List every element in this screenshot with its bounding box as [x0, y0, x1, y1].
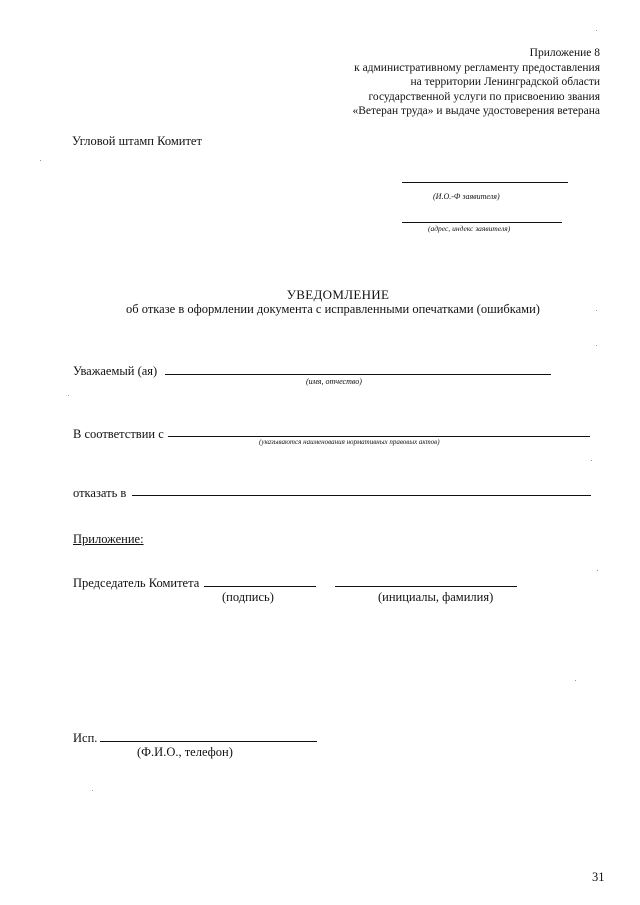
- accordance-label: В соответствии с: [73, 427, 164, 441]
- scan-speck: [596, 30, 597, 31]
- executor-caption: (Ф.И.О., телефон): [137, 745, 233, 759]
- chairman-signature-line: [204, 586, 316, 587]
- appendix-line-5: «Ветеран труда» и выдаче удостоверения ветерана: [352, 105, 600, 117]
- corner-stamp-label: Угловой штамп Комитет: [72, 134, 202, 148]
- scan-speck: [596, 345, 597, 346]
- scan-speck: [575, 680, 576, 681]
- signature-caption: (подпись): [222, 590, 274, 604]
- applicant-address-caption: (адрес, индекс заявителя): [428, 224, 511, 233]
- salutation-line: [165, 374, 551, 375]
- scan-speck: [40, 160, 41, 161]
- scan-speck: [92, 790, 93, 791]
- attachment-label: Приложение:: [73, 532, 144, 546]
- scan-speck: [68, 395, 69, 396]
- chairman-initials-line: [335, 586, 517, 587]
- salutation-caption: (имя, отчество): [306, 377, 362, 386]
- initials-caption: (инициалы, фамилия): [378, 590, 494, 604]
- accordance-caption: (указываются наименования нормативных правовых актов): [259, 438, 440, 446]
- applicant-address-line: [402, 222, 562, 223]
- accordance-line: [168, 436, 590, 437]
- chairman-label: Председатель Комитета: [73, 576, 200, 590]
- appendix-header: [353, 46, 601, 119]
- page-number: 31: [592, 870, 605, 884]
- appendix-line-2: к административному регламенту предоставления: [354, 61, 600, 74]
- notice-subtitle: об отказе в оформлении документа с исправленными опечатками (ошибками): [126, 302, 540, 316]
- appendix-line-4: государственной услуги по присвоению звания: [368, 90, 600, 103]
- scan-speck: [591, 460, 592, 461]
- refuse-label: отказать в: [73, 486, 127, 500]
- applicant-name-caption: (И.О.-Ф заявителя): [433, 192, 500, 201]
- scan-speck: [596, 310, 597, 311]
- appendix-number: Приложение 8: [529, 47, 600, 59]
- notice-title: УВЕДОМЛЕНИЕ: [286, 287, 390, 302]
- executor-label: Исп.: [73, 731, 98, 745]
- appendix-line-3: на территории Ленинградской области: [410, 76, 600, 88]
- refuse-line: [132, 495, 591, 496]
- applicant-name-line: [402, 182, 568, 183]
- salutation-label: Уважаемый (ая): [73, 364, 158, 378]
- executor-line: [100, 741, 317, 742]
- scan-speck: [597, 570, 598, 571]
